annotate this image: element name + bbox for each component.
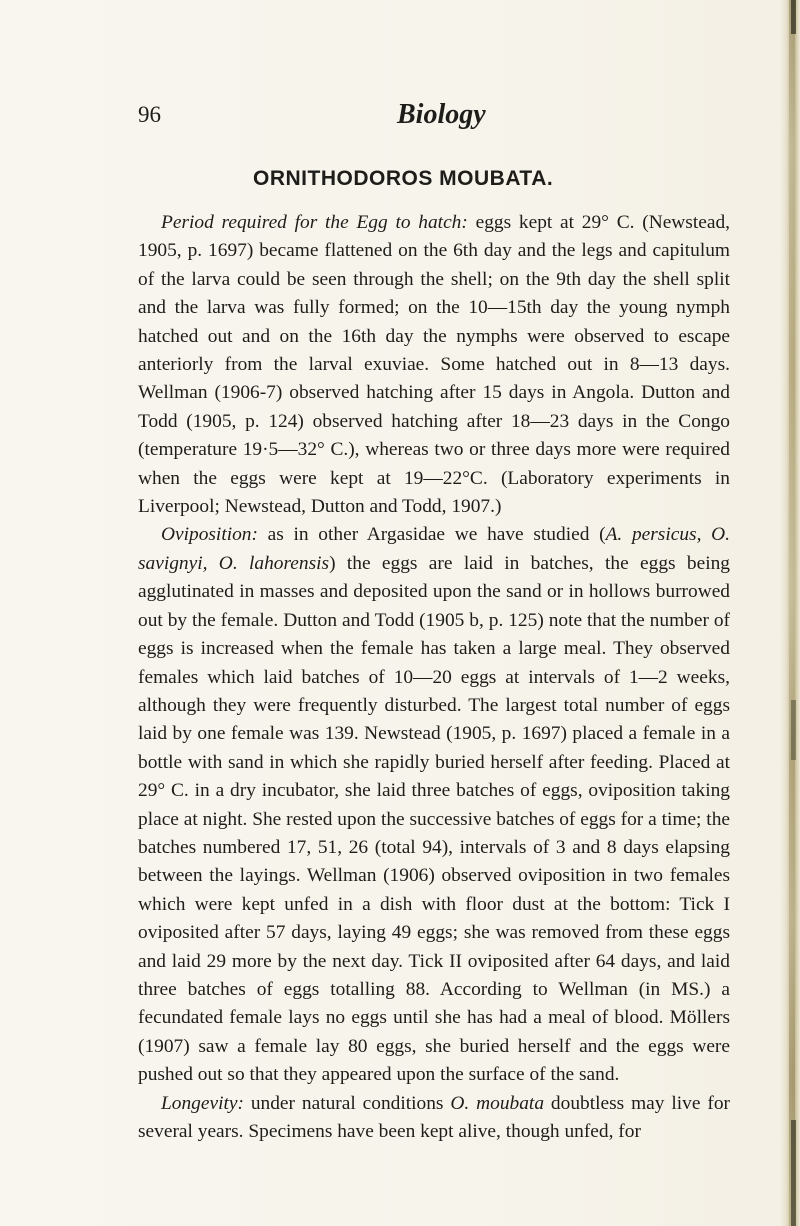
paragraph-text: doubtless may live for several years. Specimens have been kept alive, though unfed, for: [138, 1092, 731, 1142]
species-name: O. moubata: [450, 1092, 545, 1114]
page-number: 96: [138, 102, 161, 127]
paragraph-text: eggs kept at 29° C. (Newstead, 1905, p. 1697) became flattened on the 6th day and the legs and capitulum of the larva could be seen through the shell; on the 9th day the shell split and the larva was fully formed; on the 10—15th day the young nymph hatched out and on the 16th day the nymphs were observed to escape anteriorly from the larval exuviae. Some hatched out in 8—13 days. Wellman (1906-7) observed hatching after 15 days in Angola. Dutton and Todd (1905, p. 124) observed hatching after 18—23 days in the Congo (temperature 19·5—32° C.), whereas two or three days more were required when the eggs were kept at 19—22°C. (Laboratory experiments in Liverpool; Newstead, Dutton and Todd, 1907.): [138, 212, 730, 518]
paragraph-oviposition: [138, 521, 730, 1089]
page-header: [0, 100, 800, 130]
paragraph-lead: Period required for the Egg to hatch:: [161, 212, 468, 233]
species-names: A. persicus, O. savignyi, O. lahorensis: [138, 524, 730, 574]
section-title: ORNITHODOROS MOUBATA.: [253, 167, 554, 190]
page-edge-binding: [789, 0, 795, 1226]
page-edge-mark: [791, 700, 796, 760]
paragraph-text: under natural conditions: [243, 1092, 451, 1114]
paragraph-text: as in other Argasidae we have studied (: [257, 524, 606, 546]
paragraph-text: ) the eggs are laid in batches, the eggs being agglutinated in masses and deposited upon the sand or in hollows burrowed out by the female. Dutton and Todd (1905 b, p. 125) note that the number of eggs is increased when the female has taken a large meal. They observed females which laid batches of 10—20 eggs at intervals of 1—2 weeks, although they were frequently disturbed. The largest total number of eggs laid by one female was 139. Newstead (1905, p. 1697) placed a female in a bottle with sand in which she rapidly buried herself after feeding. Placed at 29° C. in a dry incubator, she laid three batches of eggs, oviposition taking place at night. She rested upon the successive batches of eggs for a time; the batches numbered 17, 51, 26 (total 94), intervals of 3 and 8 days elapsing between the layings. Wellman (1906) observed oviposition in two females which were kept unfed in a dish with floor dust at the bottom: Tick I oviposited after 57 days, laying 49 eggs; she was removed from these eggs and laid 29 more by the next day. Tick II oviposited after 64 days, and laid three batches of eggs totalling 88. According to Wellman (in MS.) a fecundated female lays no eggs until she has had a meal of blood. Möllers (1907) saw a female lay 80 eggs, she buried herself and the eggs were pushed out so that they appeared upon the surface of the sand.: [138, 552, 730, 1086]
paragraph-lead: Oviposition:: [161, 524, 258, 546]
paragraph-hatching: [138, 209, 730, 521]
page-edge-mark: [791, 0, 796, 34]
page-edge-mark: [791, 1120, 796, 1226]
paragraph-longevity: [138, 1090, 730, 1147]
body-text: [138, 209, 730, 1146]
running-title: Biology: [397, 99, 486, 130]
paragraph-lead: Longevity:: [161, 1092, 244, 1114]
